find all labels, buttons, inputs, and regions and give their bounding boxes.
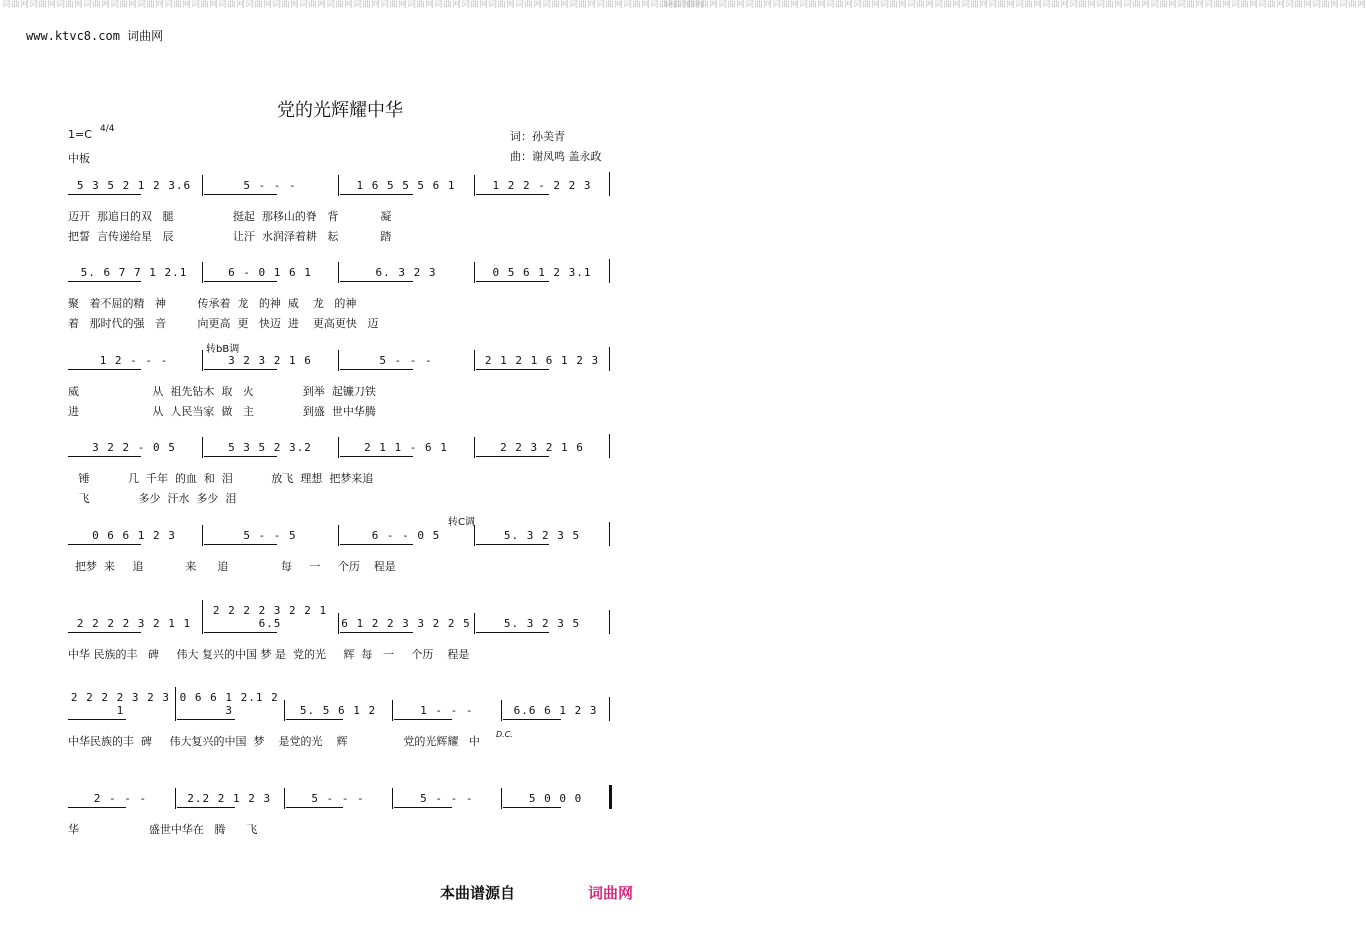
beam-line <box>476 632 549 633</box>
barline <box>284 700 285 721</box>
beam-line <box>204 632 277 633</box>
measure: 5 - - - <box>338 354 474 367</box>
beam-line <box>68 719 126 720</box>
beam-line <box>476 194 549 195</box>
measure: 1 2 - - - <box>66 354 202 367</box>
site-header: www.ktvc8.com 词曲网 <box>26 29 164 43</box>
score-system <box>66 785 610 809</box>
beam-line <box>476 456 549 457</box>
measure: 5 3 5 2 3.2 <box>202 441 338 454</box>
lyric-line: 飞 多少 汗水 多少 泪 <box>68 492 237 505</box>
measure: 3 2 2 - 0 5 <box>66 441 202 454</box>
barline <box>338 262 339 283</box>
beam-line <box>286 719 344 720</box>
modulation-bb: 转bB调 <box>206 344 240 355</box>
measure: 5. 3 2 3 5 <box>474 529 610 542</box>
lyric-line: 锤 几 千年 的血 和 泪 放飞 理想 把梦来追 <box>68 472 374 485</box>
lyric-line: 华 盛世中华在 腾 飞 <box>68 823 258 836</box>
measure: 1 2 2 - 2 2 3 <box>474 179 610 192</box>
score-system <box>66 604 610 634</box>
beam-line <box>340 544 413 545</box>
barline <box>474 437 475 458</box>
barline <box>609 172 610 196</box>
composer-credit: 曲：谢凤鸣 盖永政 <box>510 150 602 163</box>
measure: 6 - 0 1 6 1 <box>202 266 338 279</box>
barline <box>202 350 203 371</box>
barline <box>501 788 502 809</box>
measure: 2 1 1 - 6 1 <box>338 441 474 454</box>
barline <box>474 175 475 196</box>
barline <box>474 262 475 283</box>
barline <box>338 350 339 371</box>
beam-line <box>204 369 277 370</box>
tempo-marking: 中板 <box>68 152 90 165</box>
beam-line <box>286 807 344 808</box>
song-title: 党的光辉耀中华 <box>277 100 403 121</box>
beam-line <box>394 719 452 720</box>
beam-line <box>68 632 141 633</box>
beam-line <box>177 807 235 808</box>
barline <box>392 788 393 809</box>
modulation-c: 转C调 <box>448 517 475 528</box>
barline <box>501 700 502 721</box>
measure: 5 0 0 0 <box>501 792 610 805</box>
beam-line <box>340 194 413 195</box>
beam-line <box>68 807 126 808</box>
lyricist-credit: 词：孙美青 <box>510 130 565 143</box>
beam-line <box>68 194 141 195</box>
lyric-line: 迈开 那追日的双 腿 挺起 那移山的脊 背 凝 <box>68 210 392 223</box>
barline <box>202 600 203 634</box>
measure: 0 6 6 1 2.1 2 3 <box>175 691 284 717</box>
beam-line <box>68 544 141 545</box>
beam-line <box>177 719 235 720</box>
barline <box>338 525 339 546</box>
measure: 2 - - - <box>66 792 175 805</box>
final-barline <box>609 785 612 809</box>
watermark-right: 词曲网词曲网词曲网词曲网词曲网词曲网词曲网词曲网词曲网词曲网词曲网词曲网词曲网词曲网词曲网词曲网词曲网词曲网词曲网词曲网词曲网词曲网词曲网词曲网词曲网词曲网 <box>664 0 1366 10</box>
barline <box>202 262 203 283</box>
beam-line <box>340 281 413 282</box>
lyric-line: 着 那时代的强 音 向更高 更 快迈 进 更高更快 迈 <box>68 317 379 330</box>
score-system <box>66 347 610 371</box>
barline <box>609 259 610 283</box>
beam-line <box>204 281 277 282</box>
measure: 5. 6 7 7 1 2.1 <box>66 266 202 279</box>
barline <box>284 788 285 809</box>
lyric-line: 进 从 人民当家 做 主 到盛 世中华腾 <box>68 405 376 418</box>
lyric-line: 中华民族的丰 碑 伟大复兴的中国 梦 是党的光 辉 党的光辉耀 中 <box>68 735 480 748</box>
measure: 5 - - - <box>392 792 501 805</box>
key-signature: 1=C <box>68 128 92 141</box>
beam-line <box>68 281 141 282</box>
lyric-line: 威 从 祖先钻木 取 火 到举 起镰刀铁 <box>68 385 376 398</box>
measure: 6 - - 0 5 <box>338 529 474 542</box>
measure: 5 - - - <box>284 792 393 805</box>
beam-line <box>476 544 549 545</box>
barline <box>609 610 610 634</box>
barline <box>338 175 339 196</box>
beam-line <box>204 194 277 195</box>
score-system <box>66 522 610 546</box>
measure: 0 6 6 1 2 3 <box>66 529 202 542</box>
barline <box>474 613 475 634</box>
measure: 2 2 2 2 3 2 1 1 <box>66 617 202 630</box>
measure: 5. 5 6 1 2 <box>284 704 393 717</box>
beam-line <box>476 369 549 370</box>
watermark-left: 词曲网词曲网词曲网词曲网词曲网词曲网词曲网词曲网词曲网词曲网词曲网词曲网词曲网词曲网词曲网词曲网词曲网词曲网词曲网词曲网词曲网词曲网词曲网词曲网词曲网词曲网 <box>2 0 705 10</box>
footer-brand[interactable]: 词曲网 <box>588 884 634 902</box>
barline <box>338 613 339 634</box>
beam-line <box>340 632 413 633</box>
beam-line <box>68 369 141 370</box>
lyric-line: 聚 着不屈的精 神 传承着 龙 的神 威 龙 的神 <box>68 297 357 310</box>
score-system <box>66 259 610 283</box>
beam-line <box>476 281 549 282</box>
beam-line <box>204 456 277 457</box>
score-system <box>66 691 610 721</box>
measure: 5 - - 5 <box>202 529 338 542</box>
measure: 5 - - - <box>202 179 338 192</box>
barline <box>175 788 176 809</box>
measure: 6 1 2 2 3 3 2 2 5 <box>338 617 474 630</box>
da-capo-mark: D.C. <box>496 730 513 739</box>
footer-source-label: 本曲谱源自 <box>440 884 516 902</box>
barline <box>338 437 339 458</box>
measure: 2.2 2 1 2 3 <box>175 792 284 805</box>
measure: 6. 3 2 3 <box>338 266 474 279</box>
measure: 2 2 2 2 3 2 2 1 6.5 <box>202 604 338 630</box>
lyric-line: 把梦 来 追 来 追 每 一 个历 程是 <box>68 560 396 573</box>
barline <box>474 525 475 546</box>
measure: 2 1 2 1 6 1 2 3 <box>474 354 610 367</box>
beam-line <box>394 807 452 808</box>
barline <box>609 347 610 371</box>
lyric-line: 把誓 言传递给星 辰 让汗 水润泽着耕 耘 踏 <box>68 230 392 243</box>
beam-line <box>340 456 413 457</box>
beam-line <box>503 719 561 720</box>
beam-line <box>204 544 277 545</box>
beam-line <box>68 456 141 457</box>
measure: 0 5 6 1 2 3.1 <box>474 266 610 279</box>
barline <box>202 525 203 546</box>
measure: 6.6 6 1 2 3 <box>501 704 610 717</box>
measure: 2 2 2 2 3 2 3 1 <box>66 691 175 717</box>
score-system <box>66 172 610 196</box>
time-signature: 4/4 <box>100 124 115 134</box>
barline <box>202 437 203 458</box>
beam-line <box>340 369 413 370</box>
barline <box>392 700 393 721</box>
lyric-line: 中华 民族的丰 碑 伟大 复兴的中国 梦 是 党的光 辉 每 一 个历 程是 <box>68 648 470 661</box>
measure: 3 2 3 2 1 6 <box>202 354 338 367</box>
barline <box>609 697 610 721</box>
barline <box>474 350 475 371</box>
measure: 5. 3 2 3 5 <box>474 617 610 630</box>
score-system <box>66 434 610 458</box>
measure: 1 - - - <box>392 704 501 717</box>
barline <box>175 687 176 721</box>
measure: 1 6 5 5 5 6 1 <box>338 179 474 192</box>
measure: 2 2 3 2 1 6 <box>474 441 610 454</box>
barline <box>609 434 610 458</box>
barline <box>202 175 203 196</box>
measure: 5 3 5 2 1 2 3.6 <box>66 179 202 192</box>
beam-line <box>503 807 561 808</box>
barline <box>609 522 610 546</box>
